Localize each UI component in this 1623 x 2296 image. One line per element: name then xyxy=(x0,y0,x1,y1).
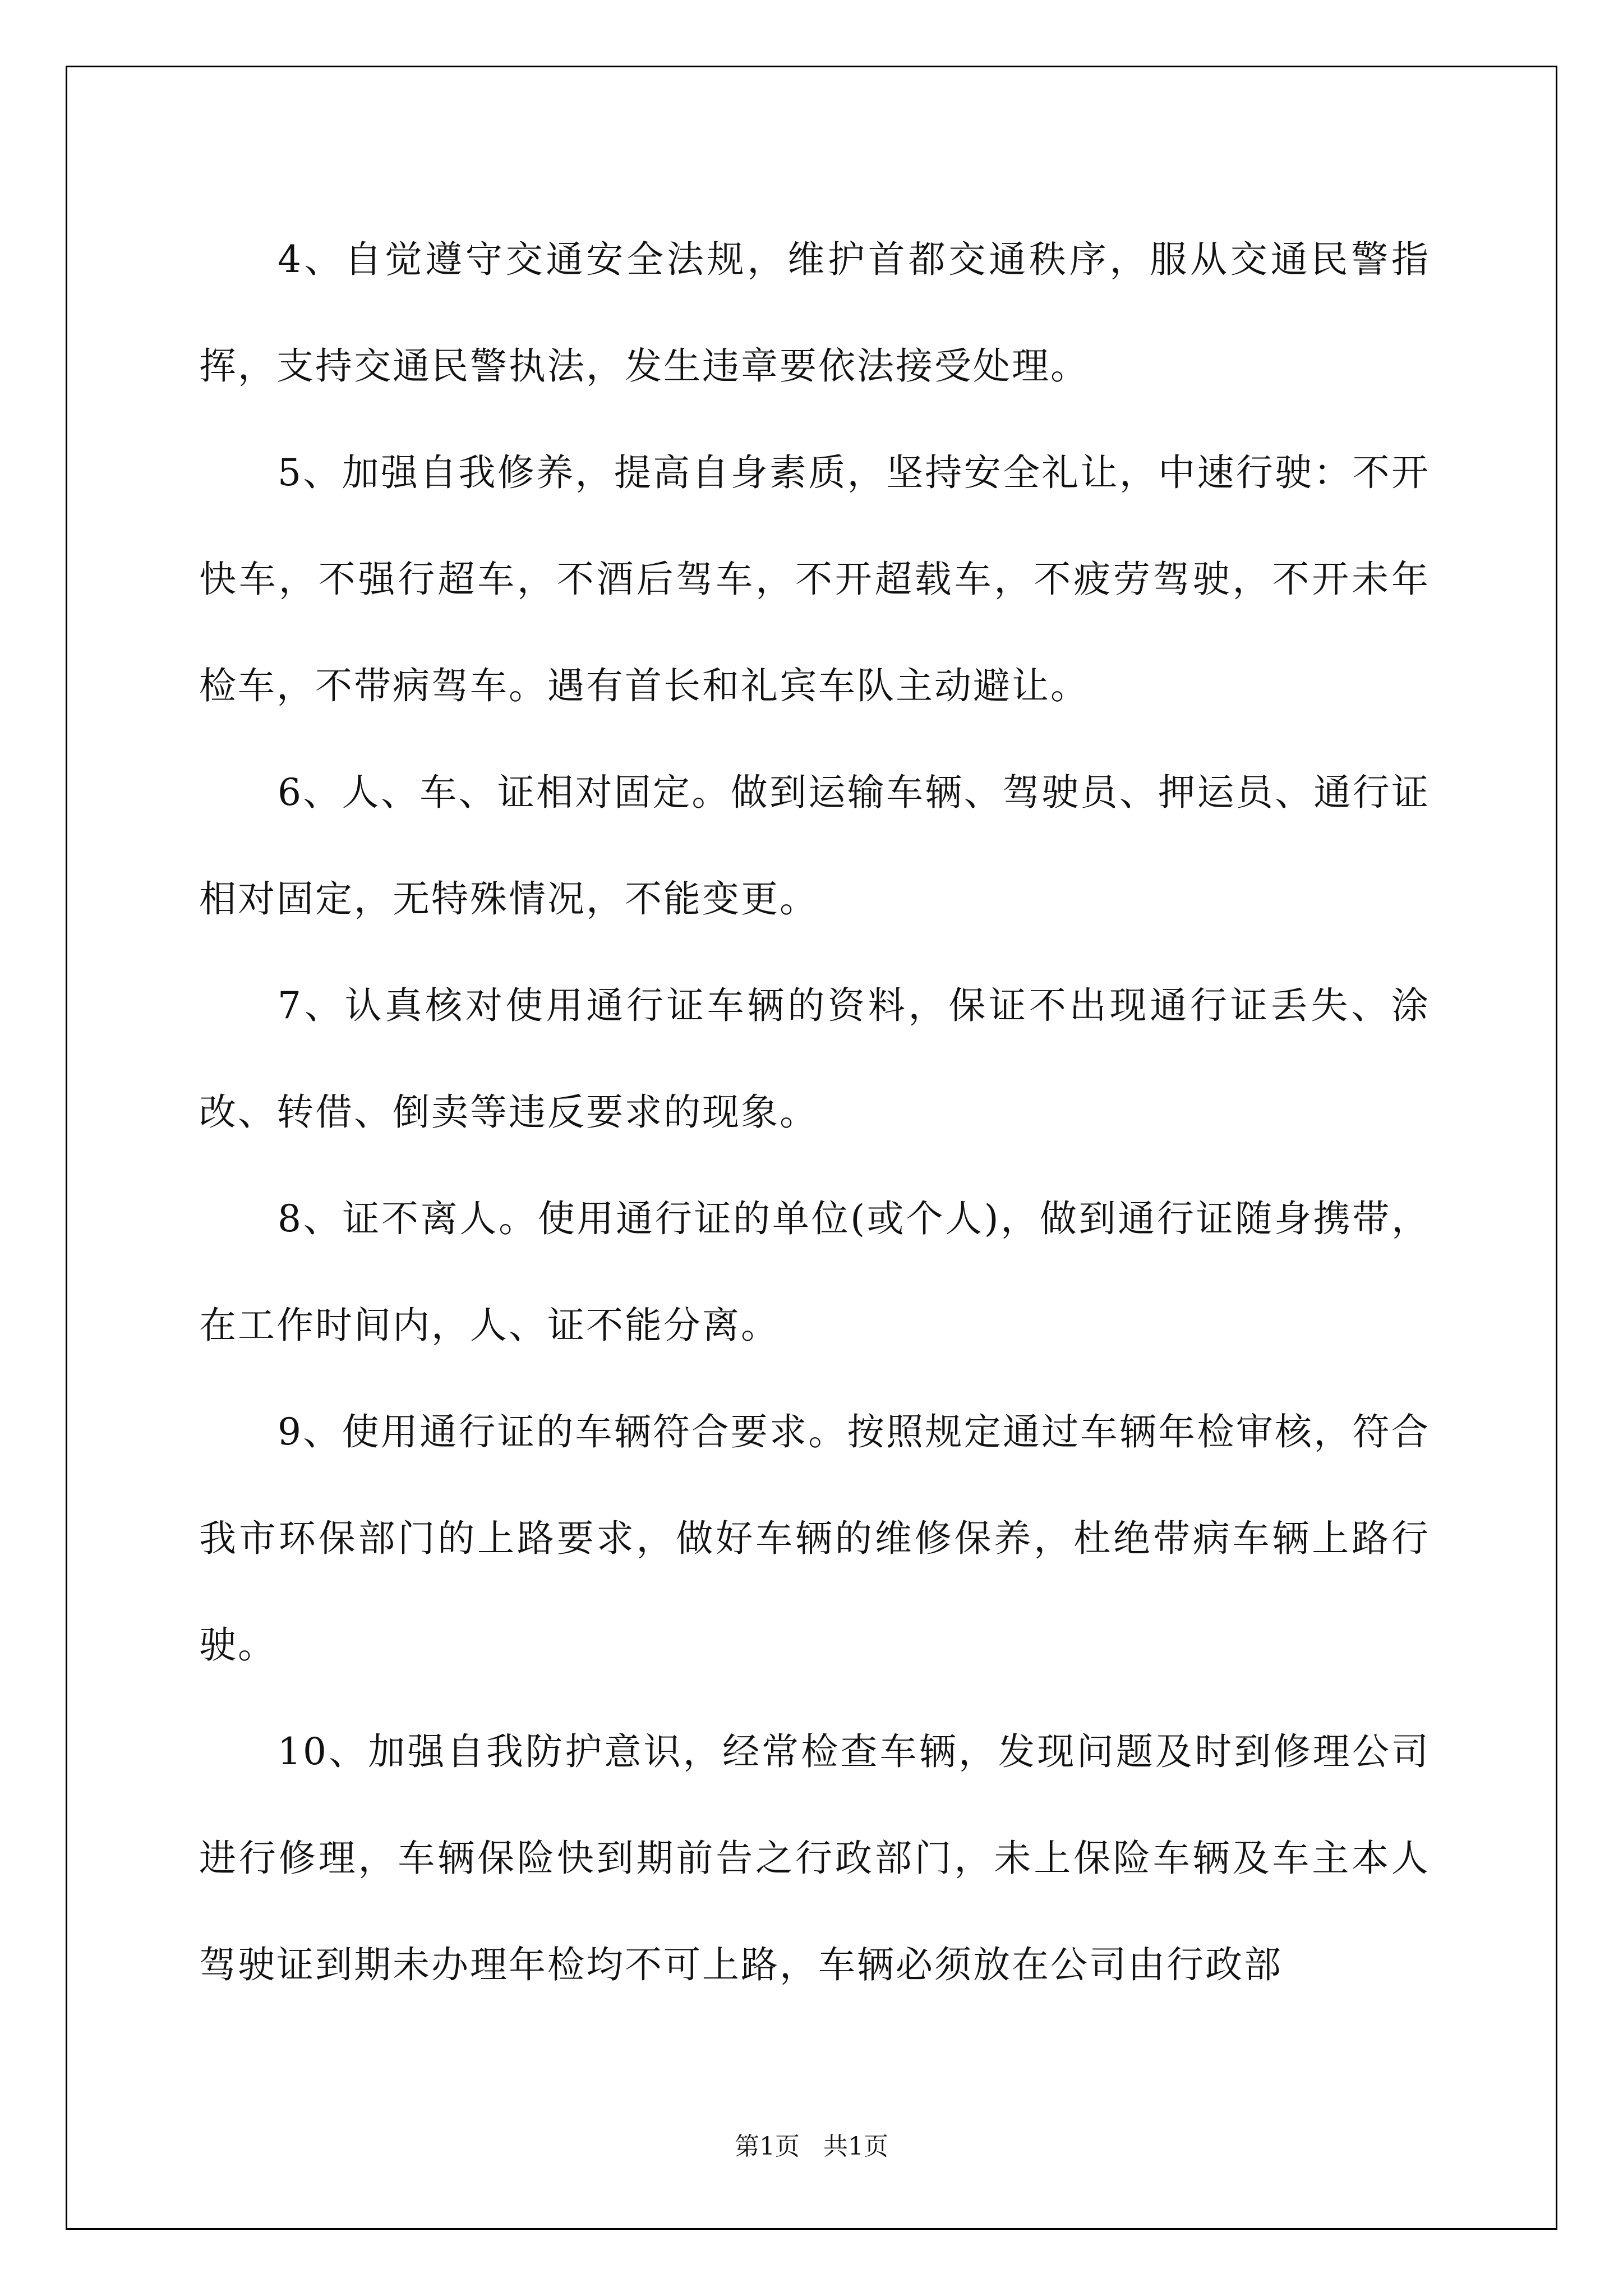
page-footer: 第1页 共1页 xyxy=(735,2132,888,2161)
paragraph-7: 7、认真核对使用通行证车辆的资料，保证不出现通行证丢失、涂改、转借、倒卖等违反要求的现象。 xyxy=(199,984,1430,1134)
paragraph-5: 5、加强自我修养，提高自身素质，坚持安全礼让，中速行驶：不开快车，不强行超车，不酒后驾车，不开超载车，不疲劳驾驶，不开未年检车，不带病驾车。遇有首长和礼宾车队主动避让。 xyxy=(199,451,1430,707)
paragraph-10: 10、加强自我防护意识，经常检查车辆，发现问题及时到修理公司进行修理，车辆保险快到期前告之行政部门，未上保险车辆及车主本人驾驶证到期未办理年检均不可上路，车辆必须放在公司由行政部 xyxy=(199,1730,1430,1986)
paragraph-9: 9、使用通行证的车辆符合要求。按照规定通过车辆年检审核，符合我市环保部门的上路要求，做好车辆的维修保养，杜绝带病车辆上路行驶。 xyxy=(199,1410,1430,1667)
paragraph-4: 4、自觉遵守交通安全法规，维护首都交通秩序，服从交通民警指挥，支持交通民警执法，发生违章要依法接受处理。 xyxy=(199,238,1430,388)
paragraph-8: 8、证不离人。使用通行证的单位(或个人)，做到通行证随身携带，在工作时间内，人、证不能分离。 xyxy=(199,1197,1430,1347)
paragraph-6: 6、人、车、证相对固定。做到运输车辆、驾驶员、押运员、通行证相对固定，无特殊情况，不能变更。 xyxy=(199,771,1430,921)
document-body xyxy=(199,206,1430,2018)
